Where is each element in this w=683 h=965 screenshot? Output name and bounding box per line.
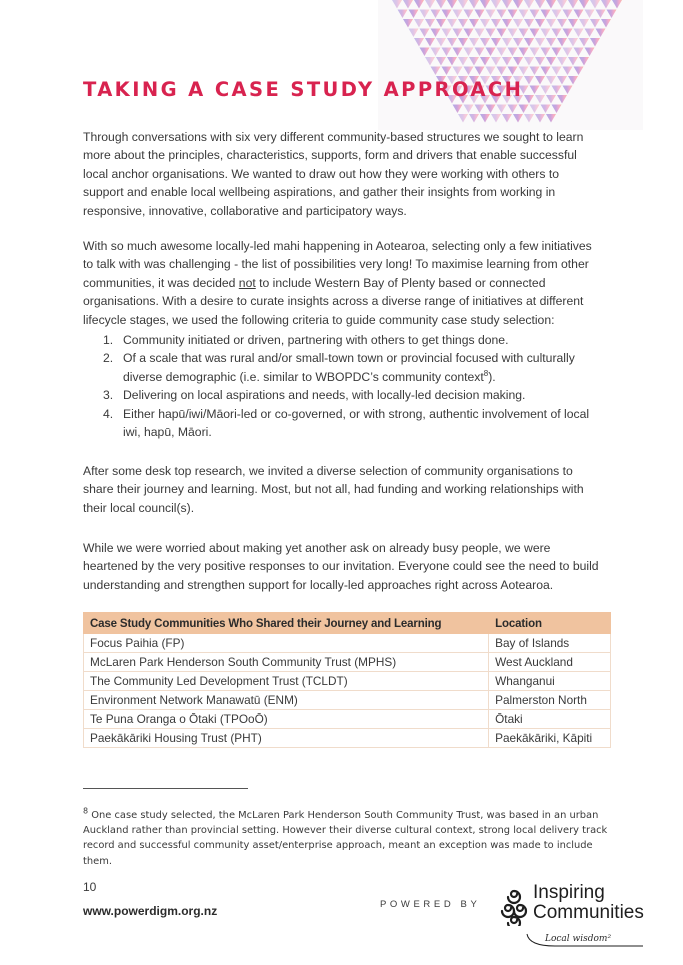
table-row — [84, 710, 611, 729]
column-header-location: Location — [489, 613, 611, 634]
logo-tagline: Local wisdom² — [545, 934, 612, 944]
community-cell: Te Puna Oranga o Ōtaki (TPOoŌ) — [84, 710, 489, 729]
website-link[interactable]: www.powerdigm.org.nz — [83, 904, 218, 918]
table-row — [84, 634, 611, 653]
powered-by-label: POWERED BY — [380, 899, 481, 910]
community-cell: McLaren Park Henderson South Community Trust (MPHS) — [84, 653, 489, 672]
selection-paragraph: With so much awesome locally-led mahi happening in Aotearoa, selecting only a few initiatives to talk with was challenging - the list of possibilities very long! To maximise learning from other communities, it was decided not to include Western Bay of Plenty based or connected organisations. With a desire to curate insights across a diverse range of initiatives at different lifecycle stages, we used the following criteria to guide community case study selection: — [83, 239, 592, 327]
list-item: 4. Either hapū/iwi/Māori-led or co-governed, or with strong, authentic involvement of local iwi, hapū, Māori. — [103, 406, 590, 440]
list-item: 1. Community initiated or driven, partnering with others to get things done. — [103, 333, 509, 347]
community-cell: Focus Paihia (FP) — [84, 634, 489, 653]
logo-text-communities: Communities — [533, 902, 644, 923]
table-header-row — [84, 613, 611, 634]
footnote-divider — [83, 788, 248, 789]
community-cell: The Community Led Development Trust (TCLDT) — [84, 672, 489, 691]
footnote-ref[interactable]: 8 — [483, 368, 489, 378]
page-title: TAKING A CASE STUDY APPROACH — [83, 78, 524, 101]
criteria-list — [83, 331, 603, 441]
column-header-community: Case Study Communities Who Shared their Journey and Learning — [84, 613, 489, 634]
location-cell: Bay of Islands — [489, 634, 611, 653]
case-study-table — [83, 612, 611, 748]
footnote: $^8$ One case study selected, the McLaren Park Henderson South Community Trust, was based in an urban Auckland rather than provincial setting. However their diverse cultural context, strong local delivery track record and successful community asset/enterprise approach, meant an exception was made to include them. — [83, 806, 608, 867]
table-row — [84, 672, 611, 691]
list-item: 3. Delivering on local aspirations and needs, with locally-led decision making. — [103, 388, 526, 403]
location-cell: Whanganui — [489, 672, 611, 691]
location-cell: Palmerston North — [489, 691, 611, 710]
community-cell: Paekākāriki Housing Trust (PHT) — [84, 729, 489, 748]
response-paragraph: While we were worried about making yet another ask on already busy people, we were heartened by the very positive responses to our invitation. Everyone could see the need to build understanding and strengthen support for locally-led approaches right across Aotearoa. — [83, 541, 599, 592]
logo-text-inspiring: Inspiring — [533, 882, 605, 903]
footnote-marker: 8 — [83, 806, 89, 816]
location-cell: West Auckland — [489, 653, 611, 672]
location-cell: Paekākāriki, Kāpiti — [489, 729, 611, 748]
location-cell: Ōtaki — [489, 710, 611, 729]
community-cell: Environment Network Manawatū (ENM) — [84, 691, 489, 710]
research-paragraph: After some desk top research, we invited a diverse selection of community organisations to share their journey and learning. Most, but not all, had funding and working relationships with their local council(s). — [83, 464, 584, 515]
underlined-not: not — [238, 275, 256, 290]
inspiring-communities-logo[interactable] — [497, 880, 647, 950]
page-number: 10 — [83, 880, 97, 894]
table-row — [84, 653, 611, 672]
spiral-logo-icon — [497, 882, 531, 926]
decorative-triangle-pattern — [378, 0, 643, 130]
list-item: 2. Of a scale that was rural and/or small-town town or provincial focused with culturally diverse demographic (i.e. similar to WBOPDC’s community context$^8$). — [103, 351, 575, 384]
table-row — [84, 729, 611, 748]
table-row — [84, 691, 611, 710]
intro-paragraph: Through conversations with six very different community-based structures we sought to learn more about the principles, characteristics, supports, form and drivers that enable successful local anchor organisations. We wanted to draw out how they were working with others to support and enable local wellbeing aspirations, and gather their insights from working in responsive, innovative, collaborative and participatory ways. — [83, 130, 584, 218]
